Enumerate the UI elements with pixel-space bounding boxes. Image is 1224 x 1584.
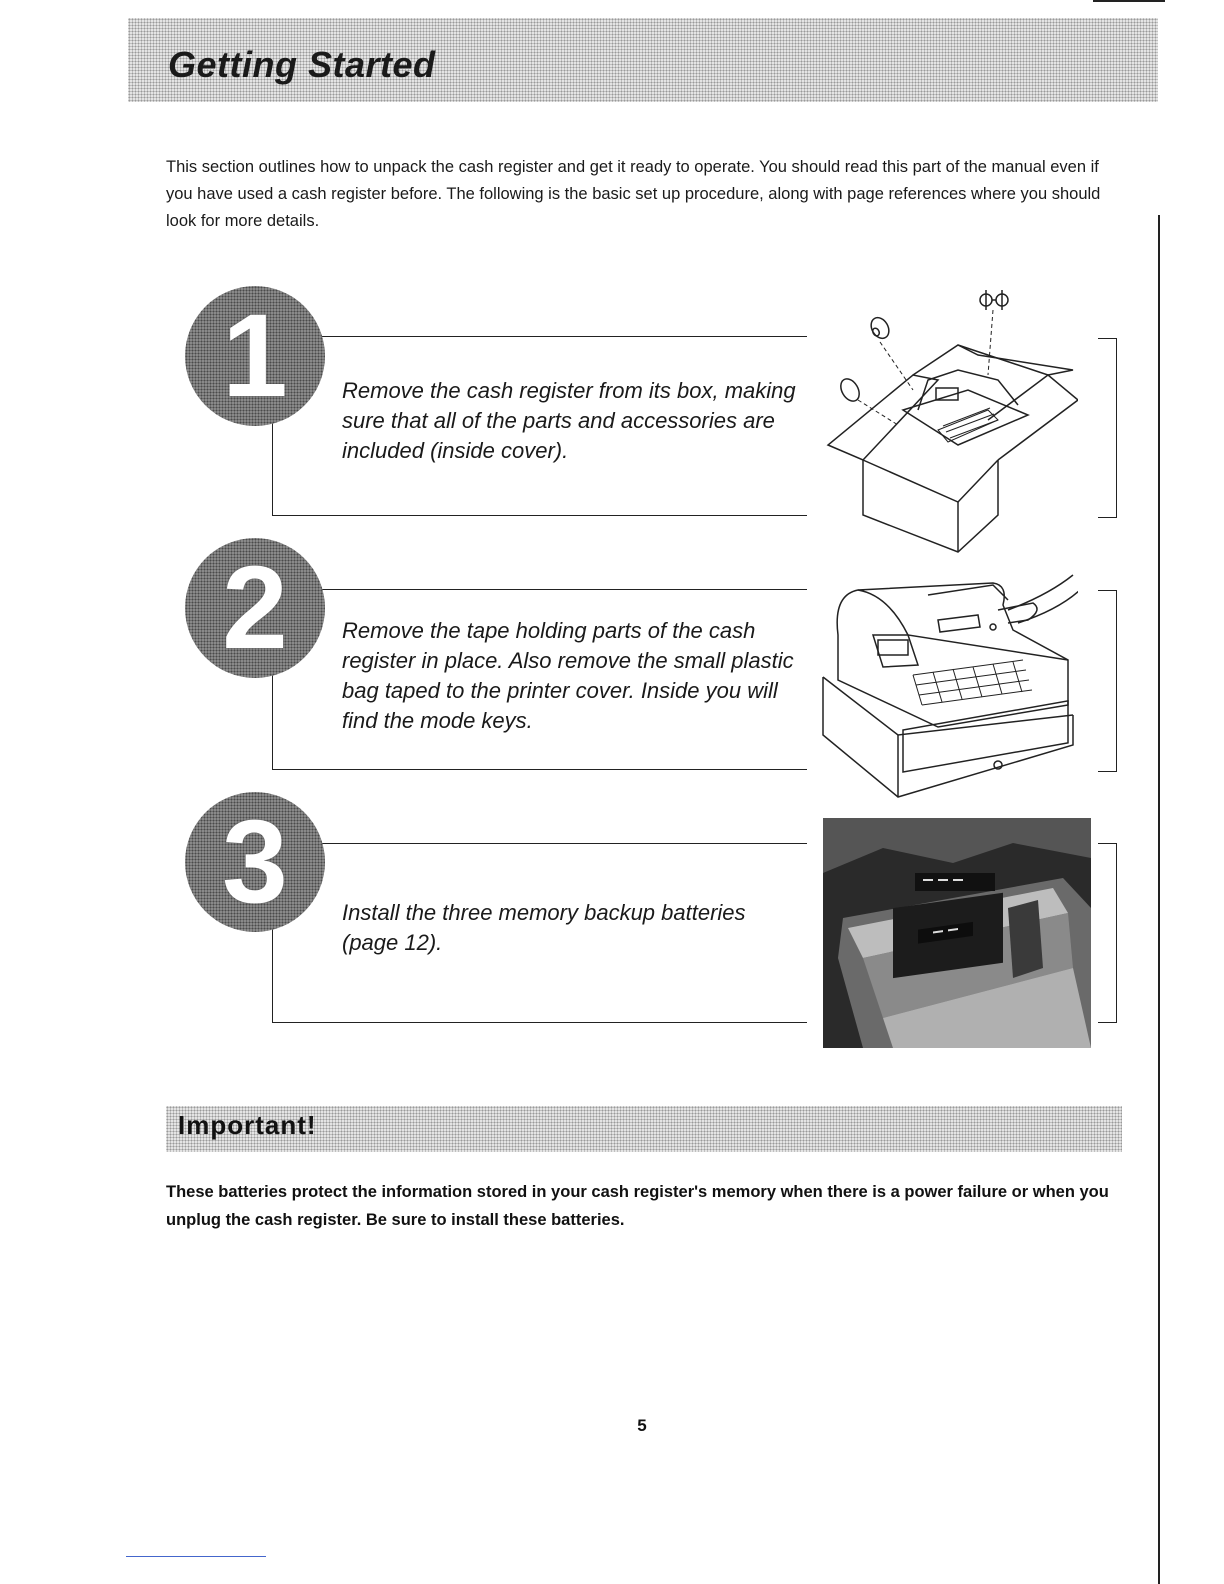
step-1-text: Remove the cash register from its box, making sure that all of the parts and accessories are included (inside cover).	[342, 378, 796, 463]
step-2-bracket	[1098, 590, 1117, 772]
top-rule	[1093, 0, 1165, 2]
step-3-circle	[185, 792, 325, 932]
cash-register-tape-illustration	[818, 565, 1078, 800]
step-1-number: 1	[222, 290, 288, 422]
step-2-circle	[185, 538, 325, 678]
step-1-bracket	[1098, 338, 1117, 518]
step-3-text: Install the three memory backup batteries (page 12).	[342, 900, 746, 955]
page-title: Getting Started	[168, 44, 436, 85]
intro-paragraph: This section outlines how to unpack the cash register and get it ready to operate. You should read this part of the manual even if you have used a cash register before. The following is the basic set up procedure, along with page references where you should look for more details.	[166, 158, 1101, 230]
page-number: 5	[637, 1416, 647, 1435]
battery-installation-photo	[823, 818, 1091, 1048]
cash-register-in-box-illustration	[818, 280, 1078, 555]
page-edge-rule	[1158, 215, 1160, 1584]
footer-rule	[126, 1556, 266, 1557]
step-2-text: Remove the tape holding parts of the cash register in place. Also remove the small plastic bag taped to the printer cover. Inside you will find the mode keys.	[342, 618, 794, 733]
important-title: Important!	[178, 1110, 317, 1140]
step-1-circle	[185, 286, 325, 426]
important-text: These batteries protect the information stored in your cash register's memory when there is a power failure or when you unplug the cash register. Be sure to install these batteries.	[166, 1183, 1109, 1229]
step-3-bracket	[1098, 843, 1117, 1023]
step-2-number: 2	[222, 542, 288, 674]
step-3-number: 3	[222, 796, 288, 928]
